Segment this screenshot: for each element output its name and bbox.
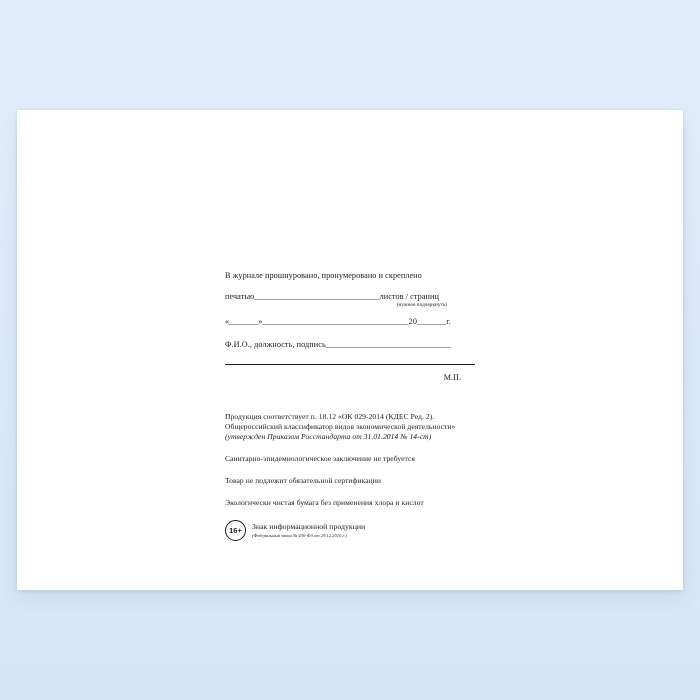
document-page bbox=[17, 110, 683, 590]
spacer bbox=[225, 464, 475, 476]
journal-line-1: В журнале прошнуровано, пронумеровано и скреплено bbox=[225, 271, 422, 280]
statement-certification: Товар не подлежит обязательной сертификации bbox=[225, 476, 382, 485]
statement-okved-line3: (утвержден Приказом Росстандарта от 31.01.2014 № 14-ст) bbox=[225, 432, 432, 441]
underline-hint: (нужное подчеркнуть) bbox=[396, 302, 447, 308]
age-rating-text bbox=[252, 522, 365, 539]
statement-okved-line1: Продукция соответствует п. 18.12 «ОК 029-2014 (КДЕС Ред. 2). bbox=[225, 412, 435, 421]
spacer bbox=[225, 392, 475, 412]
age-rating-title: Знак информационной продукции bbox=[252, 522, 366, 531]
seal-tail: листов / страниц bbox=[379, 292, 439, 301]
spacer bbox=[225, 309, 475, 316]
statement-sanitary: Санитарно-эпидемиологическое заключение не требуется bbox=[225, 454, 415, 463]
statement-okved-line2: Общероссийский классификатор видов экономической деятельности» bbox=[225, 422, 456, 431]
date-line bbox=[225, 316, 475, 327]
signature-rule bbox=[225, 356, 475, 365]
signature-line bbox=[225, 339, 475, 350]
age-rating-badge: 16+ bbox=[225, 520, 246, 541]
date-open-quote: «_______» bbox=[225, 317, 263, 326]
seal-line bbox=[225, 291, 475, 302]
spacer bbox=[225, 327, 475, 339]
journal-block bbox=[225, 270, 475, 382]
signature-fill: ______________________________ bbox=[325, 340, 451, 349]
date-fill: ___________________________________ bbox=[262, 317, 409, 326]
date-year: 20_______г. bbox=[408, 317, 451, 326]
signature-label: Ф.И.О., должность, подпись bbox=[225, 340, 326, 349]
seal-place-mp: М.П. bbox=[443, 373, 461, 382]
spacer bbox=[225, 442, 475, 454]
age-rating-row bbox=[225, 520, 475, 541]
seal-label: печатью bbox=[225, 292, 255, 301]
seal-fill: ______________________________ bbox=[254, 292, 380, 301]
document-content bbox=[225, 270, 475, 541]
spacer bbox=[225, 284, 475, 291]
age-rating-law: (Федеральный закон № 436-ФЗ от 29.12.2010 г.) bbox=[252, 533, 347, 538]
spacer bbox=[225, 486, 475, 498]
statements-block bbox=[225, 412, 475, 508]
statement-eco-paper: Экологически чистая бумага без применения хлора и кислот bbox=[225, 498, 424, 507]
